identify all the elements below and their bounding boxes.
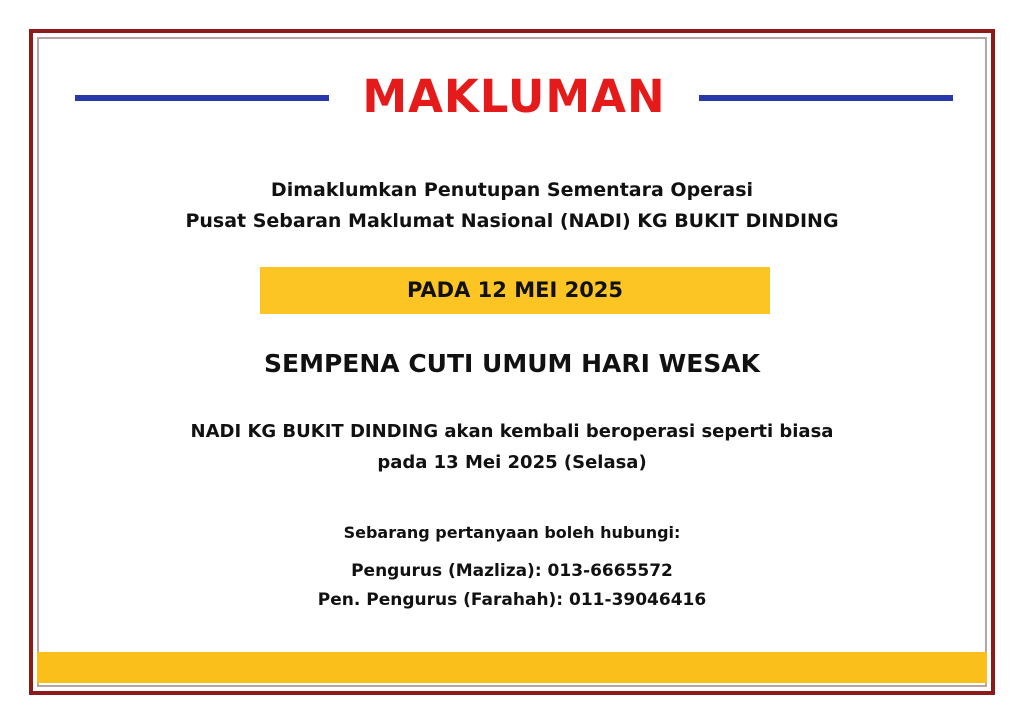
occasion-heading: SEMPENA CUTI UMUM HARI WESAK [263, 349, 760, 378]
resume-line-1: NADI KG BUKIT DINDING akan kembali beroperasi seperti biasa [190, 421, 834, 442]
bottom-decorative-bar [37, 652, 987, 683]
notice-frame [29, 29, 995, 695]
contact-intro: Sebarang pertanyaan boleh hubungi: [343, 523, 681, 542]
left-decorative-rule [75, 95, 329, 101]
resume-operations-text [33, 416, 991, 478]
notice-title: MAKLUMAN [362, 70, 666, 123]
closure-announcement [33, 175, 991, 237]
heading-row [33, 67, 991, 127]
contact-manager: Pengurus (Mazliza): 013-6665572 [351, 561, 673, 581]
intro-line-1: Dimaklumkan Penutupan Sementara Operasi [270, 179, 754, 201]
right-decorative-rule [699, 95, 953, 101]
resume-line-2: pada 13 Mei 2025 (Selasa) [377, 452, 647, 473]
contact-list [33, 557, 991, 615]
date-banner: PADA 12 MEI 2025 [260, 267, 770, 314]
contact-assistant-manager: Pen. Pengurus (Farahah): 011-39046416 [317, 590, 707, 610]
intro-line-2: Pusat Sebaran Maklumat Nasional (NADI) KG BUKIT DINDING [185, 210, 839, 232]
